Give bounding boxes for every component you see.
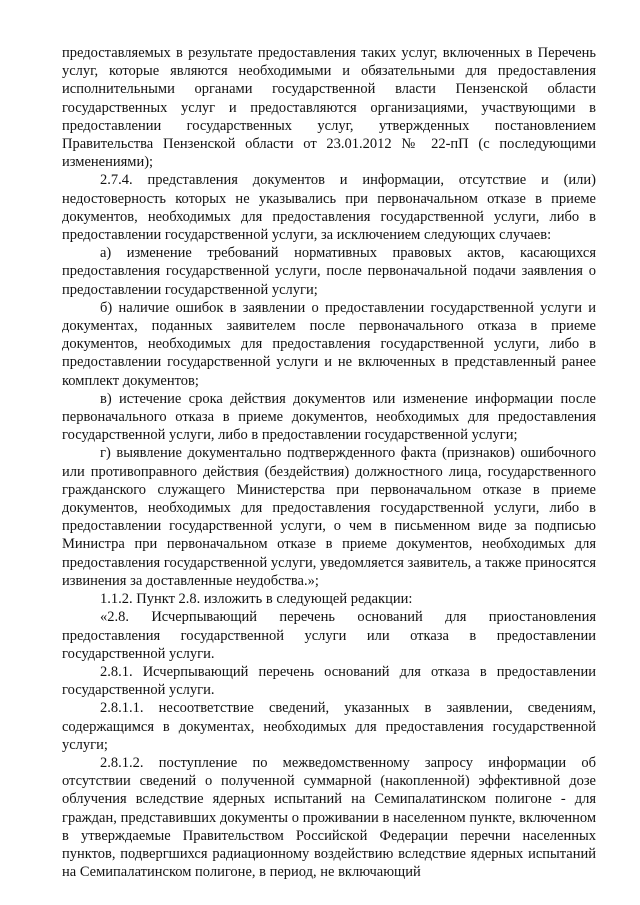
paragraph-1: предоставляемых в результате предоставления таких услуг, включенных в Перечень услуг, которые являются необходимыми и обязательными для предоставления исполнительными органами государственной власти Пензенской области государственных услуг и предоставляются организациями, участвующими в предоставлении государственных услуг, утвержденных постановлением Правительства Пензенской области от 23.01.2012 № 22-пП (с последующими изменениями);	[62, 45, 596, 171]
paragraph-2-7-4: 2.7.4. представления документов и информации, отсутствие и (или) недостоверность которых не указывались при первоначальном отказе в приеме документов, необходимых для предоставления государственной услуги, либо в предоставлении государственной услуги, за исключением следующих случаев:	[62, 172, 596, 244]
document-page	[62, 44, 596, 881]
paragraph-2-8: «2.8. Исчерпывающий перечень оснований для приостановления предоставления государственной услуги или отказа в предоставлении государственной услуги.	[62, 609, 596, 662]
paragraph-2-8-1-2: 2.8.1.2. поступление по межведомственному запросу информации об отсутствии сведений о полученной суммарной (накопленной) эффективной дозе облучения вследствие ядерных испытаний на Семипалатинском полигоне - для граждан, представивших документы о проживании в населенном пункте, включенном в утверждаемые Правительством Российской Федерации перечни населенных пунктов, подвергшихся радиационному воздействию вследствие ядерных испытаний на Семипалатинском полигоне, в период, не включающий	[62, 754, 596, 881]
paragraph-item-g: г) выявление документально подтвержденного факта (признаков) ошибочного или противоправного действия (бездействия) должностного лица, государственного гражданского служащего Министерства при первоначальном отказе в приеме документов, необходимых для предоставления государственной услуги, либо в предоставлении государственной услуги, о чем в письменном виде за подписью Министра при первоначальном отказе в приеме документов, необходимых для предоставления государственной услуги, уведомляется заявитель, а также приносятся извинения за доставленные неудобства.»;	[62, 445, 596, 589]
paragraph-2-8-1: 2.8.1. Исчерпывающий перечень оснований для отказа в предоставлении государственной услуги.	[62, 663, 596, 699]
paragraph-2-8-1-1: 2.8.1.1. несоответствие сведений, указанных в заявлении, сведениям, содержащимся в документах, необходимых для предоставления государственной услуги;	[62, 700, 596, 753]
paragraph-1-1-2: 1.1.2. Пункт 2.8. изложить в следующей редакции:	[100, 591, 413, 608]
paragraph-item-a: а) изменение требований нормативных правовых актов, касающихся предоставления государственной услуги, после первоначальной подачи заявления о предоставлении государственной услуги;	[62, 245, 596, 298]
paragraph-item-b: б) наличие ошибок в заявлении о предоставлении государственной услуги и документах, поданных заявителем после первоначального отказа в приеме документов, необходимых для предоставления государственной услуги, либо в предоставлении государственной услуги и не включенных в представленный ранее комплект документов;	[62, 299, 596, 389]
paragraph-item-v: в) истечение срока действия документов или изменение информации после первоначального отказа в приеме документов, необходимых для предоставления государственной услуги, либо в предоставлении государственной услуги;	[62, 390, 596, 444]
